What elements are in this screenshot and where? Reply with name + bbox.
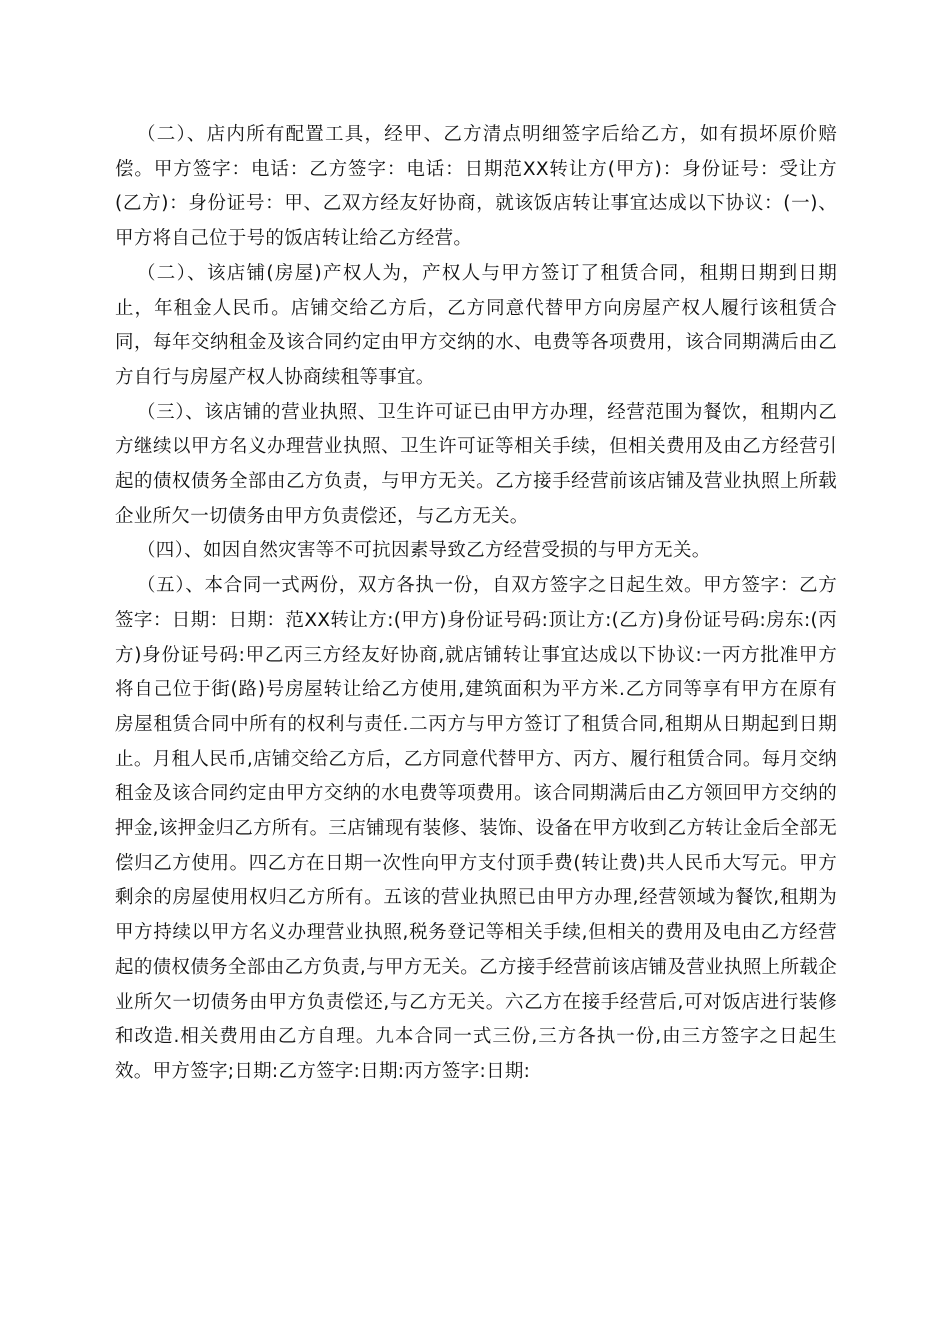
document-body [115,118,837,1090]
paragraph-business-license: （三）、该店铺的营业执照、卫生许可证已由甲方办理，经营范围为餐饮，租期内乙方继续以甲方名义办理营业执照、卫生许可证等相关手续，但相关费用及由乙方经营引起的债权债务全部由乙方负责，与甲方无关。乙方接手经营前该店铺及营业执照上所载企业所欠一切债务由甲方负责偿还，与乙方无关。 [115,401,837,527]
paragraph-item-2: （二）、店内所有配置工具，经甲、乙方清点明细签字后给乙方，如有损坏原价赔偿。甲方签字：电话：乙方签字：电话：日期范XX转让方(甲方)：身份证号：受让方(乙方)：身份证号：甲、乙双方经友好协商，就该饭店转让事宜达成以下协议：(一)、甲方将自己位于号的饭店转让给乙方经营。 [115,124,837,250]
paragraph-property-lease: （二）、该店铺(房屋)产权人为，产权人与甲方签订了租赁合同，租期日期到日期止，年租金人民币。店铺交给乙方后，乙方同意代替甲方向房屋产权人履行该租赁合同，每年交纳租金及该合同约定由甲方交纳的水、电费等各项费用，该合同期满后由乙方自行与房屋产权人协商续租等事宜。 [115,262,837,388]
paragraph-contract-effect-and-tripartite-agreement: （五）、本合同一式两份，双方各执一份，自双方签字之日起生效。甲方签字：乙方签字：日期：日期：范XX转让方:(甲方)身份证号码:顶让方:(乙方)身份证号码:房东:(丙方)身份证号码:甲乙丙三方经友好协商,就店铺转让事宜达成以下协议:一丙方批准甲方将自己位于街(路)号房屋转让给乙方使用,建筑面积为平方米.乙方同等享有甲方在原有房屋租赁合同中所有的权利与责任.二丙方与甲方签订了租赁合同,租期从日期起到日期止。月租人民币,店铺交给乙方后，乙方同意代替甲方、丙方、履行租赁合同。每月交纳租金及该合同约定由甲方交纳的水电费等项费用。该合同期满后由乙方领回甲方交纳的押金,该押金归乙方所有。三店铺现有装修、装饰、设备在甲方收到乙方转让金后全部无偿归乙方使用。四乙方在日期一次性向甲方支付顶手费(转让费)共人民币大写元。甲方剩余的房屋使用权归乙方所有。五该的营业执照已由甲方办理,经营领域为餐饮,租期为甲方持续以甲方名义办理营业执照,税务登记等相关手续,但相关的费用及电由乙方经营起的债权债务全部由乙方负责,与甲方无关。乙方接手经营前该店铺及营业执照上所载企业所欠一切债务由甲方负责偿还,与乙方无关。六乙方在接手经营后,可对饭店进行装修和改造.相关费用由乙方自理。九本合同一式三份,三方各执一份,由三方签字之日起生效。甲方签字;日期:乙方签字:日期:丙方签字:日期: [115,575,837,1082]
paragraph-force-majeure: （四）、如因自然灾害等不可抗因素导致乙方经营受损的与甲方无关。 [137,540,711,562]
